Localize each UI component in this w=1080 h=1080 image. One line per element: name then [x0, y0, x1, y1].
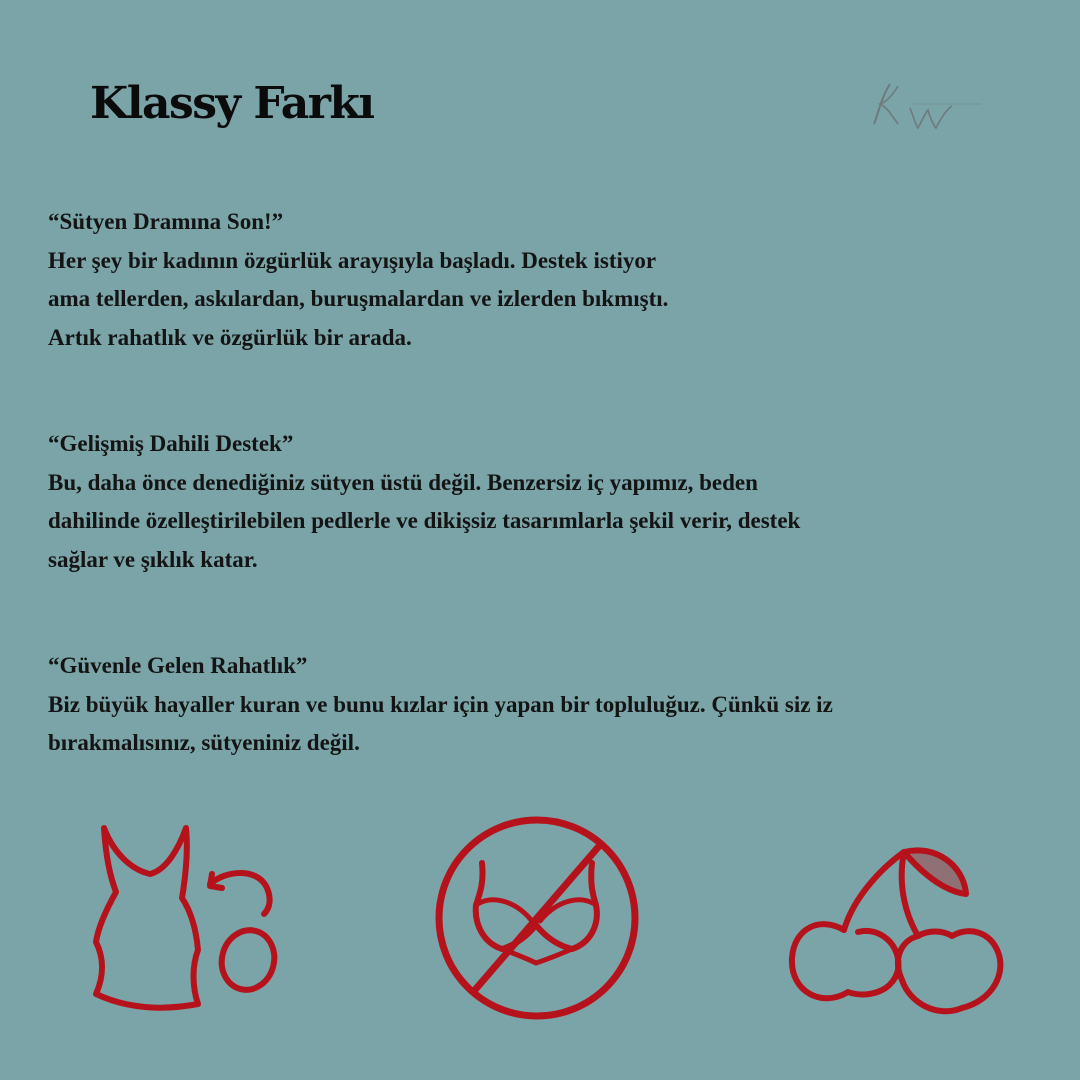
section-comfort-confidence	[48, 647, 1038, 763]
klassy-world-logo-icon	[868, 74, 988, 134]
section-text-line: Artık rahatlık ve özgürlük bir arada.	[48, 324, 412, 350]
section-text-line: bırakmalısınız, sütyeniniz değil.	[48, 730, 360, 755]
tank-top-with-pad-icon	[86, 818, 286, 1018]
section-built-in-support	[48, 425, 1038, 579]
section-text-line: Biz büyük hayaller kuran ve bunu kızlar için yapan bir topluluğuz. Çünkü siz iz	[48, 691, 833, 717]
section-text-line: Bu, daha önce denediğiniz sütyen üstü değil. Benzersiz iç yapımız, beden	[48, 469, 758, 495]
section-text-line: dahilinde özelleştirilebilen pedlerle ve dikişsiz tasarımlarla şekil verir, destek	[48, 508, 801, 533]
no-bra-icon	[432, 813, 642, 1023]
section-heading: “Güvenle Gelen Rahatlık”	[48, 653, 308, 678]
section-text-line: Her şey bir kadının özgürlük arayışıyla başladı. Destek istiyor	[48, 247, 657, 273]
brand-logo	[868, 74, 988, 134]
cherries-icon	[786, 832, 1012, 1028]
section-no-bra-drama	[48, 203, 1038, 357]
page-title: Klassy Farkı	[90, 78, 374, 129]
section-heading: “Gelişmiş Dahili Destek”	[48, 431, 294, 456]
section-text-line: sağlar ve şıklık katar.	[48, 546, 258, 572]
section-heading: “Sütyen Dramına Son!”	[48, 209, 284, 234]
section-text-line: ama tellerden, askılardan, buruşmalardan ve izlerden bıkmıştı.	[48, 286, 669, 311]
